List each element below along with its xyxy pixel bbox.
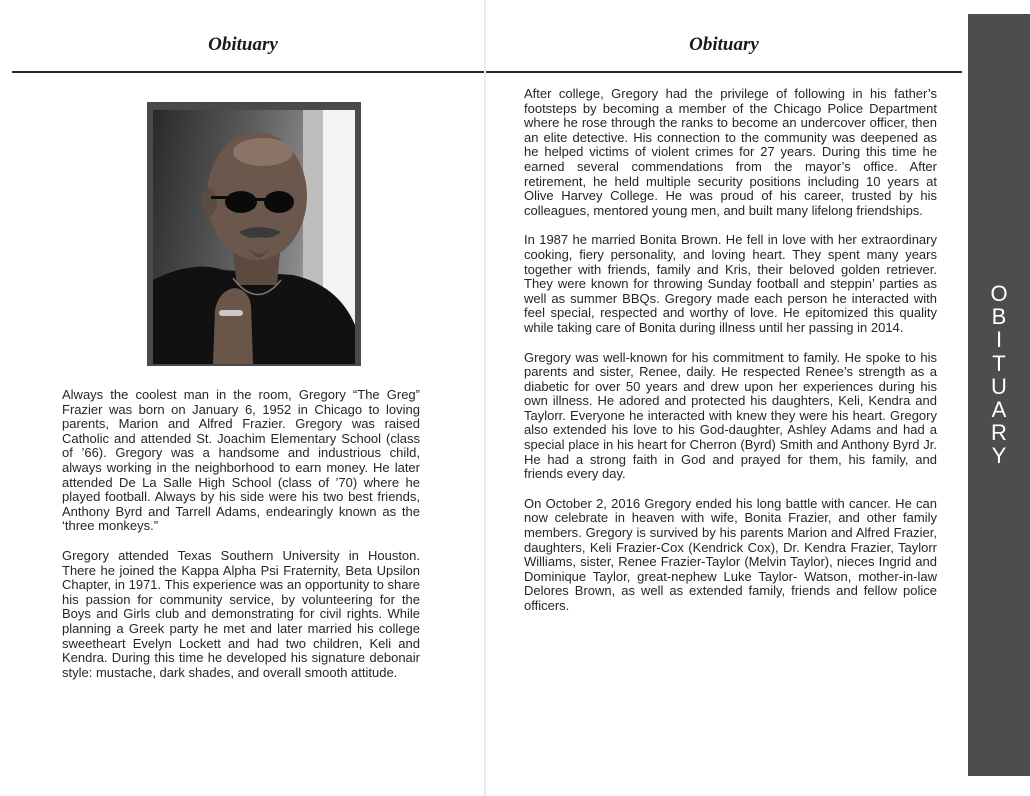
side-tab-label (968, 282, 1030, 468)
side-tab-letter: I (995, 327, 1003, 353)
side-tab-obituary (968, 14, 1030, 776)
left-paragraph-2: Gregory attended Texas Southern University in Houston. There he joined the Kappa Alpha Psi Fraternity, Beta Upsilon Chapter, in 1971. This experience was an opportunity to share his passion for community service, by volunteering for the Boys and Girls club and demonstrating for civil rights. While planning a Greek party he met and later married his college sweetheart Evelyn Lockett and had two children, Keli and Kendra. During this time he developed his signature debonair style: mustache, dark shades, and overall smooth attitude. (62, 547, 420, 680)
side-tab-letter: Y (991, 443, 1007, 469)
side-tab-letter: A (991, 397, 1007, 423)
portrait-illustration (153, 110, 355, 364)
left-header-rule (12, 71, 486, 73)
side-tab-letter: U (991, 373, 1007, 399)
side-tab-letter: R (991, 420, 1007, 446)
right-text-column (524, 87, 937, 629)
right-page (486, 0, 962, 796)
right-paragraph-2: In 1987 he married Bonita Brown. He fell in love with her extraordinary cooking, fiery personality, and loving heart. They spent many years together with friends, family and Kris, their beloved golden retriever. They were known for throwing Sunday football and steppin’ parties as well as summer BBQs. Gregory made each person he interacted with feel special, respected and worthy of love. He epitomized this quality while taking care of Bonita during illness until her passing in 2014. (524, 232, 937, 335)
left-page (0, 0, 486, 796)
side-tab-letter: B (991, 304, 1007, 330)
right-paragraph-3: Gregory was well-known for his commitment to family. He spoke to his parents and sister, Renee, daily. He respected Renee’s strength as a diabetic for over 50 years and drew upon her experiences during his own illness. He adored and protected his daughters, Keli, Kendra and Taylorr. Everyone he interacted with knew they were his heart. Gregory also extended his love to his God-daughter, Ashley Adams and had a special place in his heart for Cherron (Byrd) Smith and Anthony Byrd Jr. He had a strong faith in God and prayed for them, his family, and friends every day. (524, 349, 937, 482)
side-tab-letter: T (992, 350, 1006, 376)
right-header-rule (486, 71, 962, 73)
left-text-column (62, 388, 420, 695)
side-tab-letter: O (990, 281, 1008, 306)
portrait-photo-frame (147, 102, 361, 366)
left-page-header: Obituary (208, 34, 278, 55)
right-paragraph-4: On October 2, 2016 Gregory ended his long battle with cancer. He can now celebrate in heaven with wife, Bonita Frazier, and other family members. Gregory is survived by his parents Marion and Alfred Frazier, daughters, Keli Frazier-Cox (Kendrick Cox), Dr. Kendra Frazier, Taylorr Williams, sister, Renee Frazier-Taylor (Melvin Taylor), nieces Ingrid and Dominique Taylor, great-nephew Luke Taylor- Watson, mother-in-law Delores Brown, as well as extended family, friends and fellow police officers. (524, 495, 937, 613)
left-paragraph-1: Always the coolest man in the room, Gregory “The Greg” Frazier was born on January 6, 1952 in Chicago to loving parents, Marion and Alfred Frazier. Gregory was raised Catholic and attended St. Joachim Elementary School (class of ’66). Gregory was a handsome and industrious child, always working in the neighborhood to earn money. He later attended De La Salle High School (class of ’70) where he played football. Always by his side were his two best friends, Anthony Byrd and Tarrell Adams, endearingly known as the ‘three monkeys.” (62, 387, 420, 534)
right-page-header: Obituary (689, 34, 759, 55)
portrait-photo (153, 110, 355, 364)
right-paragraph-1: After college, Gregory had the privilege of following in his father’s footsteps by becoming a member of the Chicago Police Department where he rose through the ranks to become an undercover officer, then an elite detective. His connection to the community was deepened as he helped victims of violent crimes for 27 years. During this time he earned several commendations from the mayor’s office. After retirement, he held multiple security positions including 10 years at Olive Harvey College. He was proud of his career, trusted by his colleagues, mentored young men, and built many lifelong friendships. (524, 86, 937, 218)
